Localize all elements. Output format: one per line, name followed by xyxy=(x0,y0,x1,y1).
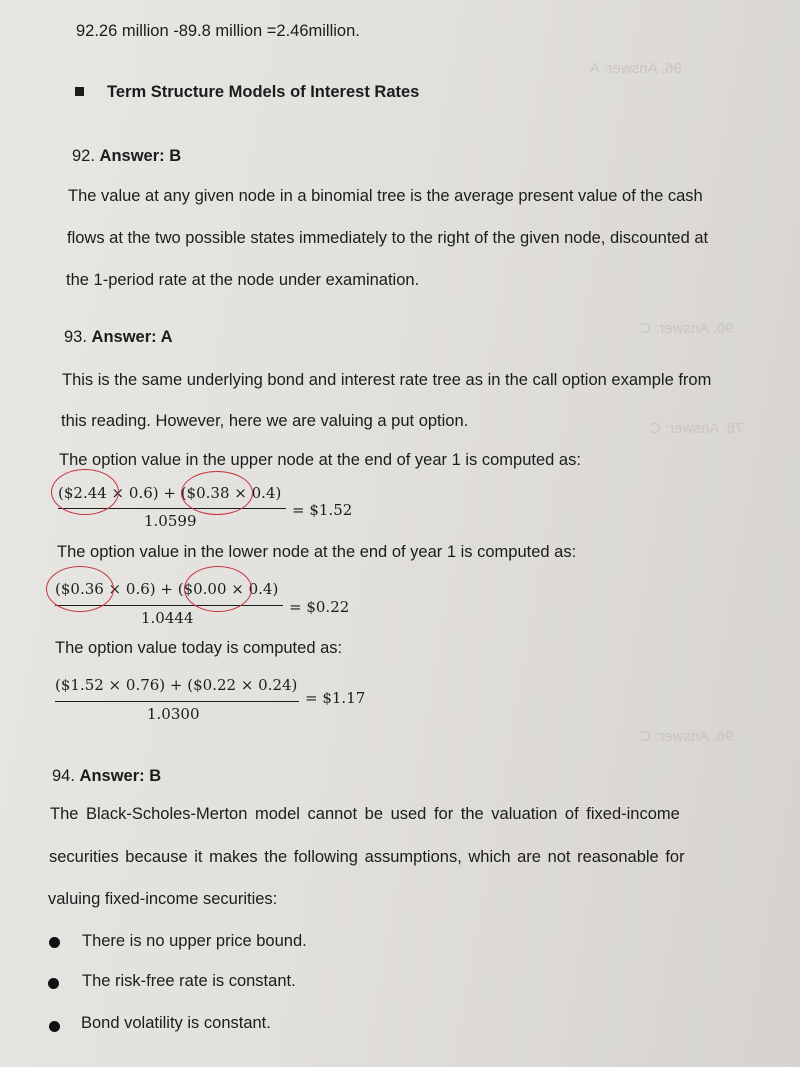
bullet-dot xyxy=(49,937,60,948)
q92-line-1: The value at any given node in a binomial tree is the average present value of the cash xyxy=(68,187,703,205)
bleed-through: 76. Answer: C xyxy=(650,420,744,437)
bullet-dot xyxy=(49,1021,60,1032)
q93-line-2: this reading. However, here we are valuing a put option. xyxy=(61,412,469,430)
q93-number: 93. xyxy=(64,328,87,346)
bleed-through: 96. Answer: C xyxy=(640,728,734,745)
lower-denominator: 1.0444 xyxy=(141,609,194,627)
today-denominator: 1.0300 xyxy=(147,705,200,723)
q94-bullet-3: Bond volatility is constant. xyxy=(81,1014,271,1032)
upper-denominator: 1.0599 xyxy=(144,512,197,530)
top-line: 92.26 million -89.8 million =2.46million. xyxy=(76,22,360,40)
q94-bullet-2: The risk-free rate is constant. xyxy=(82,972,296,990)
q94-line-3: valuing fixed-income securities: xyxy=(48,890,278,908)
q94-number: 94. xyxy=(52,767,75,785)
today-formula xyxy=(55,676,385,736)
section-bullet xyxy=(75,87,84,96)
q92-line-3: the 1-period rate at the node under examination. xyxy=(66,271,420,289)
q92-line-2: flows at the two possible states immediately to the right of the given node, discounted at xyxy=(67,229,709,247)
q93-header xyxy=(64,328,173,347)
q94-answer: Answer: B xyxy=(79,767,162,785)
lower-node-intro: The option value in the lower node at the end of year 1 is computed as: xyxy=(57,543,577,561)
upper-result: = $1.52 xyxy=(292,501,353,519)
pen-circle-mark xyxy=(181,471,253,515)
q94-bullet-1: There is no upper price bound. xyxy=(82,932,307,950)
upper-numerator: ($2.44 × 0.6) + ($0.38 × 0.4) xyxy=(58,484,282,502)
today-numerator: ($1.52 × 0.76) + ($0.22 × 0.24) xyxy=(55,676,298,694)
today-result: = $1.17 xyxy=(305,689,366,707)
pen-circle-mark xyxy=(184,566,252,612)
section-title: Term Structure Models of Interest Rates xyxy=(107,83,420,101)
today-fraction-bar xyxy=(55,701,299,702)
pen-circle-mark xyxy=(51,469,119,515)
q94-header xyxy=(52,767,161,786)
q93-answer: Answer: A xyxy=(91,328,173,346)
bleed-through: 96. Answer: A xyxy=(590,60,682,77)
q92-answer: Answer: B xyxy=(99,147,182,165)
today-intro: The option value today is computed as: xyxy=(55,639,343,657)
q93-line-1: This is the same underlying bond and interest rate tree as in the call option example from xyxy=(62,371,712,389)
lower-result: = $0.22 xyxy=(289,598,350,616)
bleed-through: 90. Answer: C xyxy=(640,320,734,337)
bullet-dot xyxy=(48,978,59,989)
lower-numerator: ($0.36 × 0.6) + ($0.00 × 0.4) xyxy=(55,580,279,598)
q94-line-1: The Black-Scholes-Merton model cannot be used for the valuation of fixed-income xyxy=(50,805,680,823)
q92-number: 92. xyxy=(72,147,95,165)
q94-line-2: securities because it makes the following assumptions, which are not reasonable for xyxy=(49,848,685,866)
pen-circle-mark xyxy=(46,566,114,612)
q92-header xyxy=(72,147,181,166)
upper-node-intro: The option value in the upper node at the end of year 1 is computed as: xyxy=(59,451,581,469)
